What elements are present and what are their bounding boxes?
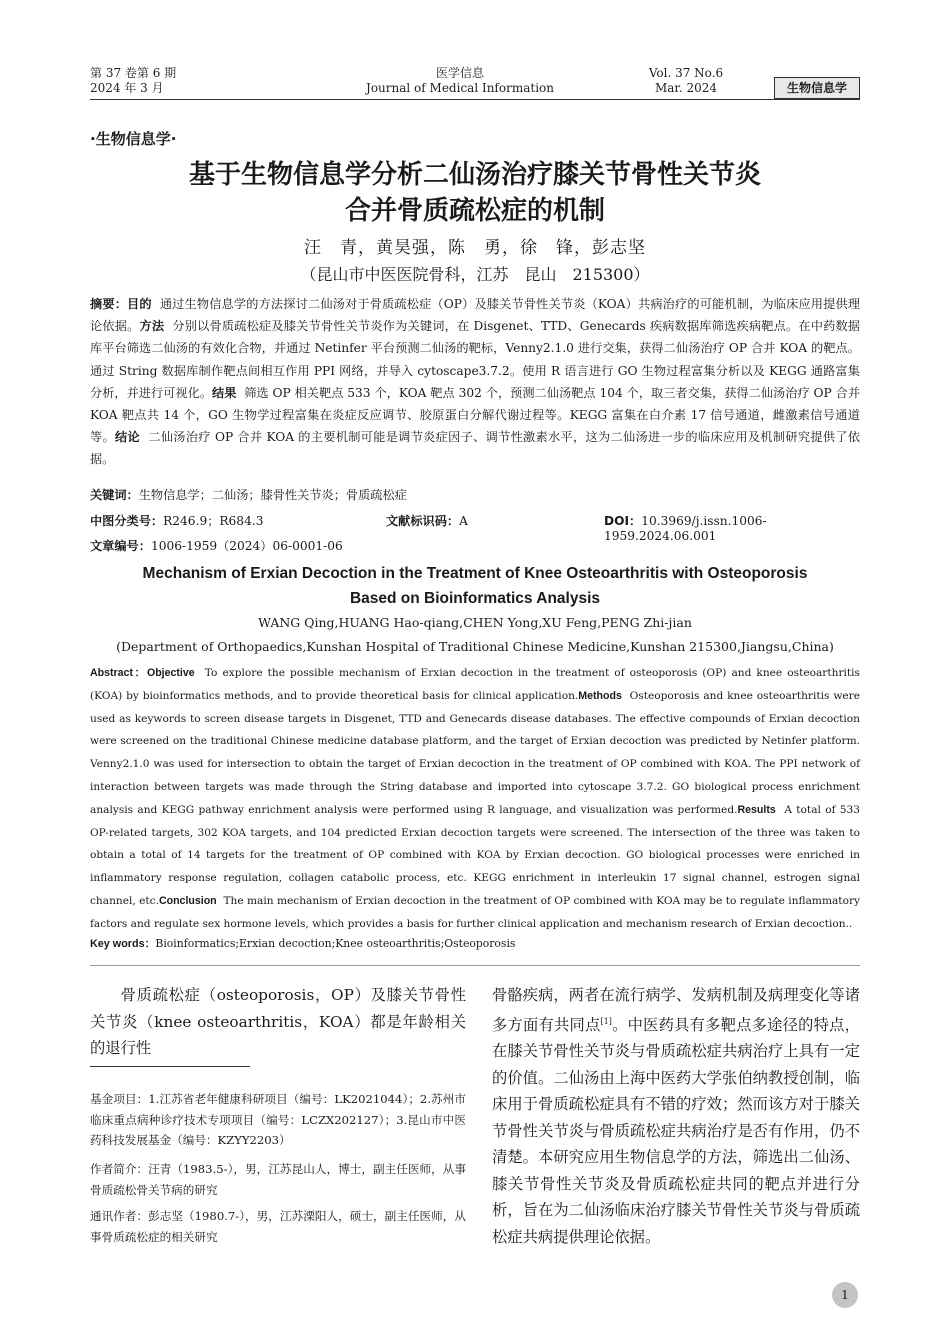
keywords-cn-text: 生物信息学；二仙汤；膝骨性关节炎；骨质疏松症 (138, 488, 407, 502)
article-number-value: 1006-1959（2024）06-0001-06 (150, 539, 343, 553)
classification-row (90, 512, 860, 543)
abstract-cn-conclusion-label: 结论 (114, 430, 140, 445)
abstract-en-label: Abstract： (90, 667, 147, 679)
abstract-en-conclusion-label: Conclusion (158, 894, 217, 907)
abstract-cn-objective: 通过生物信息学的方法探讨二仙汤对于骨质疏松症（OP）及膝关节骨性关节炎（KOA）共病治疗的可能机制，为临床应用提供理论依据。 (90, 297, 861, 334)
header-date-cn: 2024 年 3 月 (90, 81, 164, 95)
doc-code-value: A (459, 514, 468, 528)
authors-en: WANG Qing,HUANG Hao-qiang,CHEN Yong,XU Feng,PENG Zhi-jian (258, 615, 692, 630)
abstract-en-methods-label: Methods (578, 689, 622, 702)
header-volume-en (640, 66, 732, 96)
affiliation-cn: （昆山市中医医院骨科，江苏 昆山 215300） (300, 265, 650, 284)
header-volume-issue: 第 37 卷第 6 期 (90, 66, 177, 80)
doc-code-block (386, 512, 468, 529)
article-number-label: 文章编号： (90, 539, 151, 553)
abstract-en-results-label: Results (737, 803, 776, 816)
section-tag: ·生物信息学· (90, 130, 177, 148)
clc-value: R246.9；R684.3 (163, 514, 264, 528)
title-cn-line2: 合并骨质疏松症的机制 (344, 196, 605, 226)
doi-block (604, 512, 860, 543)
clc-label: 中图分类号： (90, 514, 164, 528)
header-volume-en-text: Vol. 37 No.6 (648, 66, 724, 80)
header-rule (90, 99, 860, 100)
header-journal-cn: 医学信息 (435, 66, 484, 80)
abstract-en (90, 662, 860, 936)
clc-block (90, 514, 263, 528)
citation-ref: [1] (600, 1016, 612, 1026)
doc-code-label: 文献标识码： (386, 514, 460, 528)
page-number: 1 (832, 1282, 858, 1308)
footnote-author-bio: 作者简介：汪青（1983.5-），男，江苏昆山人，博士，副主任医师，从事骨质疏松骨关节病的研究 (90, 1162, 466, 1197)
abstract-en-conclusion: The main mechanism of Erxian decoction in the treatment of OP combined with KOA may be to regulate inflammatory factors and regulate sex hormone levels, which provides a basis for further clinical application and mechanism research of Erxian decoction.. (90, 894, 860, 930)
keywords-en-text: Bioinformatics;Erxian decoction;Knee osteoarthritis;Osteoporosis (155, 937, 516, 950)
footnote-rule (90, 1066, 250, 1067)
keywords-en-label: Key words： (90, 938, 156, 950)
article-number (90, 537, 343, 554)
abstract-en-results: A total of 533 OP-related targets, 302 KOA targets, and 104 predicted Erxian decoction targets were screened. The intersection of the three was taken to obtain a total of 14 targets for the treatment of OP combined with KOA by Erxian decoction. GO biological processes were enriched in inflammatory response regulation, collagen catabolic process, etc. KEGG enrichment in interleukin 17 signal channel, estrogen signal channel, etc. (90, 803, 860, 907)
abstract-cn-objective-label: 目的 (127, 297, 152, 311)
abstract-cn-methods: 分别以骨质疏松症及膝关节骨性关节炎作为关键词，在 Disgenet、TTD、Genecards 疾病数据库筛选疾病靶点。在中药数据库平台筛选二仙汤的有效化合物，并通过 Netinfer 平台预测二仙汤的靶标，Venny2.1.0 进行交集，获得二仙汤治疗 OP 合并 KOA 的靶点。通过 String 数据库制作靶点间相互作用 PPI 网络，并导入 cytoscape3.7.2。使用 R 语言进行 GO 生物过程富集分析以及 KEGG 通路富集分析，并进行可视化。 (90, 319, 861, 400)
title-cn-line1: 基于生物信息学分析二仙汤治疗膝关节骨性关节炎 (188, 160, 761, 190)
abstract-en-methods: Osteoporosis and knee osteoarthritis were used as keywords to screen disease targets in Disgenet, TTD and Genecards disease databases. The effective compounds of Erxian decoction were screened on the traditional Chinese medicine database platform, and the target of Erxian decoction was predicted by Netinfer platform. Venny2.1.0 was used for intersection to obtain the target of Erxian decoction in the treatment of OP combined with KOA. The PPI network of interaction between targets was made through the String database and imported into cytoscape 3.7.2. GO biological process enrichment analysis and KEGG pathway enrichment analysis were performed using R language, and visualization was performed. (90, 689, 860, 816)
abstract-cn (90, 293, 860, 471)
footnote-correspondence: 通讯作者：彭志坚（1980.7-），男，江苏溧阳人，硕士，副主任医师，从事骨质疏松症的相关研究 (90, 1209, 466, 1244)
abstract-cn-label: 摘要： (90, 297, 128, 311)
title-en (90, 561, 860, 611)
header-journal (330, 66, 590, 96)
abstract-cn-methods-label: 方法 (139, 319, 165, 334)
abstract-cn-results-label: 结果 (212, 385, 237, 400)
keywords-cn (90, 486, 407, 503)
keywords-cn-label: 关键词： (90, 488, 139, 502)
abstract-cn-conclusion: 二仙汤治疗 OP 合并 KOA 的主要机制可能是调节炎症因子、调节性激素水平，这为二仙汤进一步的临床应用及机制研究提供了依据。 (90, 430, 861, 467)
abstract-divider (90, 965, 860, 966)
affiliation-en: (Department of Orthopaedics,Kunshan Hospital of Traditional Chinese Medicine,Kunshan 215300,Jiangsu,China) (116, 639, 834, 654)
title-en-line2: Based on Bioinformatics Analysis (349, 590, 601, 607)
body-right-part2: 。中医药具有多靶点多途径的特点，在膝关节骨性关节炎与骨质疏松症共病治疗上具有一定的价值。二仙汤由上海中医药大学张伯纳教授创制，临床用于骨质疏松症具有不错的疗效；然而该方对于膝关节骨性关节炎与骨质疏松症共病治疗是否有作用，仍不清楚。本研究应用生物信息学的方法，筛选出二仙汤、膝关节骨性关节炎及骨质疏松症共同的靶点并进行分析，旨在为二仙汤临床治疗膝关节骨性关节炎与骨质疏松症共病提供理论依据。 (492, 1015, 860, 1246)
section-badge: 生物信息学 (774, 77, 860, 99)
authors-cn: 汪 青，黄昊强，陈 勇，徐 锋，彭志坚 (304, 238, 646, 258)
body-right-part1: 骨骼疾病，两者在流行病学、发病机制及病理变化等诸多方面有共同点 (492, 986, 860, 1034)
header-journal-en: Journal of Medical Information (366, 81, 554, 95)
header-volume-cn (90, 66, 176, 96)
title-en-line1: Mechanism of Erxian Decoction in the Treatment of Knee Osteoarthritis with Osteoporosis (142, 565, 808, 582)
header-date-en: Mar. 2024 (654, 81, 718, 95)
body-right-column (492, 982, 860, 1250)
keywords-en (90, 936, 515, 951)
doi-label: DOI： (604, 514, 642, 528)
doi-value: 10.3969/j.issn.1006-1959.2024.06.001 (604, 514, 767, 543)
footnote-funding: 基金项目：1.江苏省老年健康科研项目（编号：LK2021044）；2.苏州市临床重点病种诊疗技术专项项目（编号：LCZX202127）；3.昆山市中医药科技发展基金（编号：KZYY2203） (90, 1092, 466, 1147)
abstract-en-objective-label: Objective (146, 667, 195, 679)
abstract-en-objective: To explore the possible mechanism of Erxian decoction in the treatment of osteoporosis (OP) and knee osteoarthritis (KOA) by bioinformatics methods, and to provide theoretical basis for clinical application. (90, 667, 860, 702)
abstract-cn-results: 筛选 OP 相关靶点 533 个，KOA 靶点 302 个，预测二仙汤靶点 104 个，取三者交集，获得二仙汤治疗 OP 合并 KOA 靶点共 14 个，GO 生物学过程富集在炎症反应调节、胶原蛋白分解代谢过程等。KEGG 富集在白介素 17 信号通道，雌激素信号通道等。 (90, 385, 861, 445)
body-left-column: 骨质疏松症（osteoporosis，OP）及膝关节骨性关节炎（knee osteoarthritis，KOA）都是年龄相关的退行性 (90, 986, 466, 1057)
